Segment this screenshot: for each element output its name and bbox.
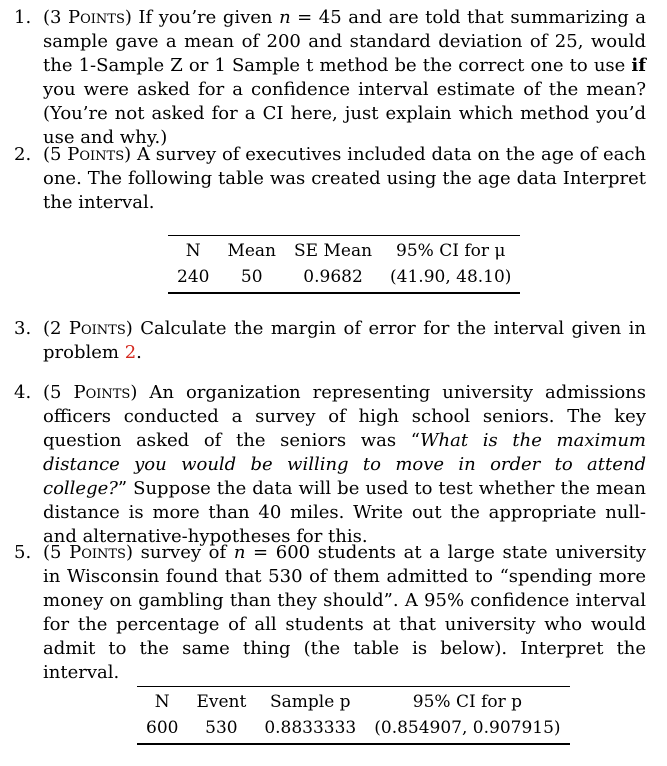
table-cell: 0.8833333 (264, 718, 357, 738)
emphasis-if: if (631, 55, 646, 76)
proportion-summary-table (137, 686, 570, 745)
question-number: 4. (14, 382, 32, 403)
question-text: (5 Points) survey of n = 600 students at a large state university in Wisconsin found that 530 of them admitted to “spending more money on gambling than they should”. A 95% confidence interval for the percentage of all students at that university who would admit to the same thing (the table is below). Interpret the interval. (43, 542, 646, 683)
table-header-cell: Mean (227, 241, 277, 261)
question-5 (14, 541, 646, 685)
question-number: 2. (14, 144, 32, 165)
question-text: (5 Points) A survey of executives included data on the age of each one. The following table was created using the age data Interpret the interval. (43, 144, 647, 213)
table-cell: 0.9682 (303, 267, 363, 287)
table-row (137, 715, 570, 744)
table-header-cell: 95% CI for p (412, 692, 523, 712)
table-cell: 530 (205, 718, 238, 738)
question-number: 3. (14, 318, 32, 339)
table-header-cell: Sample p (269, 692, 351, 712)
survey-question-quote: What is the maximum distance you would be willing to move in order to attend college? (43, 430, 646, 499)
table-header-row (137, 687, 570, 716)
points-label: (5 Points) (43, 144, 132, 165)
points-label: (5 Points) (43, 382, 138, 403)
question-text: (3 Points) If you’re given n = 45 and are told that summarizing a sample gave a mean of 200 and standard deviation of 25, would the 1-Sample Z or 1 Sample t method be the correct one to use if you were asked for a confidence interval estimate of the mean? (You’re not asked for a CI here, just explain which method you’d use and why.) (43, 7, 646, 148)
table-cell: (41.90, 48.10) (390, 267, 512, 287)
table-cell: 50 (240, 267, 263, 287)
table-cell: 600 (146, 718, 179, 738)
question-text: (5 Points) An organization representing university admissions officers conducted a survey of high school seniors. The key question asked of the seniors was “What is the maximum distance you would be willing to move in order to attend college?” Suppose the data will be used to test whether the mean distance is more than 40 miles. Write out the appropriate null- and alternative-hypotheses for this. (43, 382, 646, 547)
table-cell: (0.854907, 0.907915) (374, 718, 561, 738)
question-1 (14, 6, 646, 150)
table-header-cell: 95% CI for μ (396, 241, 506, 261)
table-header-cell: SE Mean (294, 241, 373, 261)
points-label: (2 Points) (43, 318, 133, 339)
question-4 (14, 381, 646, 549)
age-summary-table (168, 235, 520, 294)
table-header-cell: N (154, 692, 170, 712)
points-label: (3 Points) (43, 7, 132, 28)
table-header-cell: N (185, 241, 201, 261)
question-3 (14, 317, 646, 365)
table-header-row (168, 236, 520, 265)
points-label: (5 Points) (43, 542, 133, 563)
table-header-cell: Event (196, 692, 247, 712)
question-text: (2 Points) Calculate the margin of error for the interval given in problem 2. (43, 318, 647, 363)
question-number: 1. (14, 7, 32, 28)
question-number: 5. (14, 542, 32, 563)
table-row (168, 264, 520, 293)
problem-reference-link[interactable]: 2 (124, 342, 137, 363)
question-2 (14, 143, 646, 215)
table-cell: 240 (177, 267, 210, 287)
